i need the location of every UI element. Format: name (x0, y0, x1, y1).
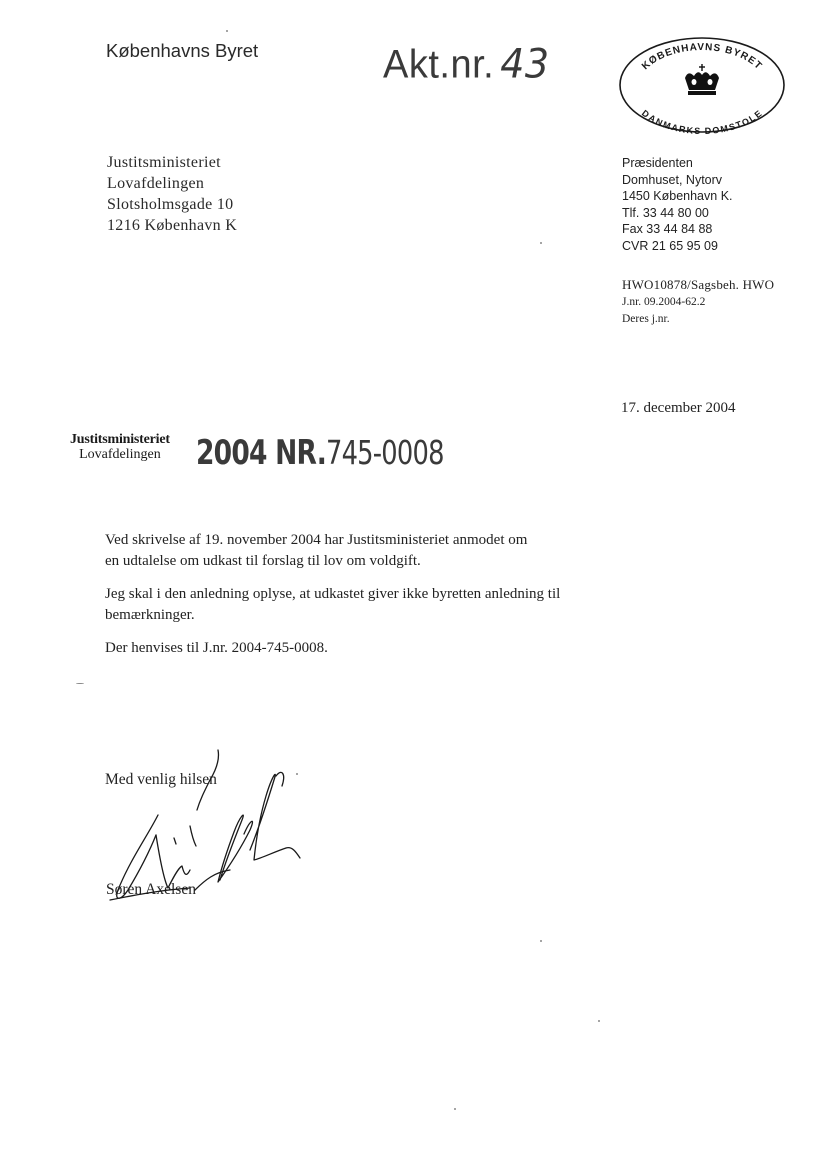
seal-bottom-text: DANMARKS DOMSTOLE (639, 107, 765, 134)
their-reference: Deres j.nr. (622, 312, 670, 325)
sender-line: Præsidenten (622, 156, 693, 170)
seal-top-text: KØBENHAVNS BYRET (639, 41, 765, 73)
stamp-number-print: 2004 NR. (196, 433, 326, 473)
scan-speck (540, 940, 542, 942)
body-line: Der henvises til J.nr. 2004-745-0008. (105, 640, 328, 656)
scan-speck (76, 683, 84, 684)
stamp-number-handwritten: 745-0008 (325, 433, 444, 472)
body-line: Ved skrivelse af 19. november 2004 har Justitsministeriet anmodet om (105, 532, 528, 548)
body-paragraph (105, 638, 560, 659)
letter-body (105, 530, 560, 671)
received-stamp-number (196, 433, 444, 473)
recipient-line: Lovafdelingen (107, 175, 205, 192)
svg-text:DANMARKS DOMSTOLE (640, 108, 764, 134)
sender-line: Domhuset, Nytorv (622, 172, 723, 187)
recipient-address (107, 152, 237, 236)
sender-line: 1450 København K. (622, 189, 733, 204)
court-name: Københavns Byret (106, 40, 259, 61)
court-seal (618, 36, 786, 134)
crown-icon (685, 64, 719, 95)
stamp-line-1: Justitsministeriet (70, 432, 170, 447)
scan-speck (540, 242, 542, 244)
handwritten-signature (100, 740, 310, 920)
body-line: en udtalelse om udkast til forslag til lov om voldgift. (105, 553, 421, 569)
scan-speck (226, 30, 228, 32)
body-paragraph (105, 530, 560, 572)
stamp-line-2: Lovafdelingen (79, 447, 161, 462)
scan-speck (296, 773, 298, 775)
letter-date: 17. december 2004 (621, 400, 736, 416)
journal-number: J.nr. 09.2004-62.2 (622, 296, 706, 308)
file-number-marker (383, 41, 550, 88)
body-paragraph (105, 584, 560, 626)
scan-speck (598, 1020, 600, 1022)
recipient-line: 1216 København K (107, 217, 238, 234)
reference-block (622, 277, 774, 329)
received-stamp-label (70, 432, 170, 462)
body-line: Jeg skal i den anledning oplyse, at udkastet giver ikke byretten anledning til (105, 586, 561, 602)
recipient-line: Slotsholmsgade 10 (107, 196, 234, 213)
recipient-line: Justitsministeriet (107, 154, 221, 171)
case-reference: HWO10878/Sagsbeh. HWO (622, 277, 775, 292)
file-number-handwritten: 43 (500, 40, 550, 88)
sender-line: CVR 21 65 95 09 (622, 238, 718, 253)
closing-salutation: Med venlig hilsen (105, 771, 217, 788)
signer-name: Søren Axelsen (106, 881, 196, 898)
body-line: bemærkninger. (105, 607, 195, 623)
file-number-label: Akt.nr. (383, 42, 495, 88)
sender-line: Fax 33 44 84 88 (622, 222, 713, 237)
sender-line: Tlf. 33 44 80 00 (622, 205, 709, 220)
sender-address (622, 155, 733, 255)
scan-speck (454, 1108, 456, 1110)
